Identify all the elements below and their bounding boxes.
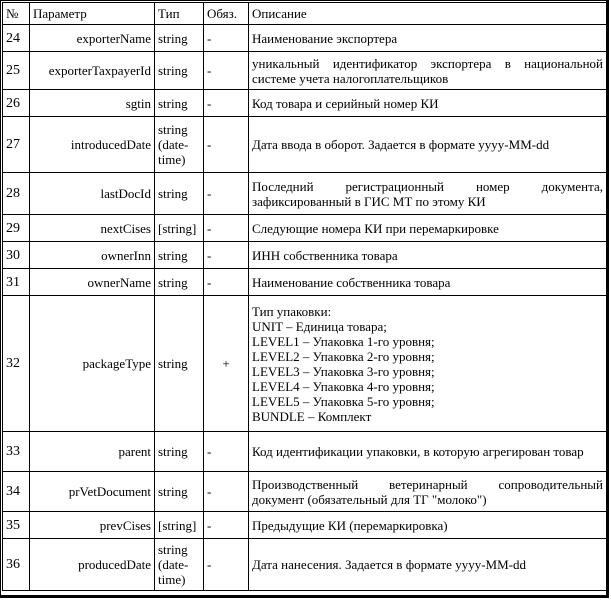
table-row (3, 432, 607, 472)
row-description: Дата ввода в оборот. Задается в формате yyyy-MM-dd (249, 117, 607, 173)
row-description: Код идентификации упаковки, в которую агрегирован товар (249, 432, 607, 472)
row-description: Следующие номера КИ при перемаркировке (249, 215, 607, 242)
row-required: - (204, 432, 249, 472)
row-number: 33 (3, 432, 30, 472)
row-type: [string] (155, 512, 204, 539)
package-type-line: LEVEL2 – Упаковка 2-го уровня; (252, 348, 435, 364)
row-param: exporterName (30, 25, 155, 52)
row-type: string (155, 242, 204, 269)
row-number: 32 (3, 296, 30, 432)
row-required: - (204, 117, 249, 173)
row-param: exporterTaxpayerId (30, 52, 155, 90)
table-row (3, 173, 607, 215)
row-number: 25 (3, 52, 30, 90)
row-required: - (204, 90, 249, 117)
table-row (3, 539, 607, 591)
row-number: 34 (3, 472, 30, 512)
row-param: packageType (30, 296, 155, 432)
row-description: Наименование экспортера (249, 25, 607, 52)
row-type: string (155, 173, 204, 215)
row-required: - (204, 52, 249, 90)
header-required: Обяз. (204, 3, 249, 25)
row-number: 26 (3, 90, 30, 117)
package-type-line: LEVEL3 – Упаковка 3-го уровня; (252, 363, 435, 379)
row-description: Дата нанесения. Задается в формате yyyy-MM-dd (249, 539, 607, 591)
row-description: Производственный ветеринарный сопроводительный документ (обязательный для ТГ "молоко") (249, 472, 607, 512)
row-required: - (204, 539, 249, 591)
row-number: 27 (3, 117, 30, 173)
row-param: ownerInn (30, 242, 155, 269)
row-description (249, 296, 607, 432)
table-row (3, 296, 607, 432)
row-type: string (155, 90, 204, 117)
row-description: Предыдущие КИ (перемаркировка) (249, 512, 607, 539)
row-description: уникальный идентификатор экспортера в национальной системе учета налогоплательщиков (249, 52, 607, 90)
row-type: string (date-time) (155, 539, 204, 591)
header-type: Тип (155, 3, 204, 25)
row-type: string (155, 432, 204, 472)
row-description: ИНН собственника товара (249, 242, 607, 269)
header-num: № (3, 3, 30, 25)
row-param: introducedDate (30, 117, 155, 173)
row-param: prVetDocument (30, 472, 155, 512)
parameters-table (2, 2, 607, 591)
row-number: 28 (3, 173, 30, 215)
row-required: - (204, 215, 249, 242)
table-row (3, 269, 607, 296)
row-param: ownerName (30, 269, 155, 296)
row-number: 30 (3, 242, 30, 269)
row-required: - (204, 173, 249, 215)
table-row (3, 472, 607, 512)
table-row (3, 512, 607, 539)
row-required: - (204, 25, 249, 52)
row-required: + (204, 296, 249, 432)
package-type-line: LEVEL5 – Упаковка 5-го уровня; (252, 393, 435, 409)
row-description: Последний регистрационный номер документа, зафиксированный в ГИС МТ по этому КИ (249, 173, 607, 215)
package-type-line: UNIT – Единица товара; (252, 318, 387, 334)
row-number: 31 (3, 269, 30, 296)
table-row (3, 90, 607, 117)
row-type: [string] (155, 215, 204, 242)
table-header-row (3, 3, 607, 25)
row-type: string (155, 472, 204, 512)
row-number: 29 (3, 215, 30, 242)
package-type-line: BUNDLE – Комплект (252, 408, 372, 424)
row-type: string (date-time) (155, 117, 204, 173)
row-param: parent (30, 432, 155, 472)
row-required: - (204, 242, 249, 269)
table-row (3, 117, 607, 173)
row-type: string (155, 269, 204, 296)
row-description: Код товара и серийный номер КИ (249, 90, 607, 117)
package-type-line: LEVEL4 – Упаковка 4-го уровня; (252, 378, 435, 394)
table-row (3, 52, 607, 90)
row-param: prevCises (30, 512, 155, 539)
row-param: sgtin (30, 90, 155, 117)
table-row (3, 242, 607, 269)
row-param: producedDate (30, 539, 155, 591)
package-type-line: LEVEL1 – Упаковка 1-го уровня; (252, 333, 435, 349)
row-type: string (155, 52, 204, 90)
row-type: string (155, 296, 204, 432)
row-required: - (204, 512, 249, 539)
row-description: Наименование собственника товара (249, 269, 607, 296)
row-required: - (204, 472, 249, 512)
header-param: Параметр (30, 3, 155, 25)
row-number: 24 (3, 25, 30, 52)
row-number: 35 (3, 512, 30, 539)
row-type: string (155, 25, 204, 52)
package-type-line: Тип упаковки: (252, 303, 332, 319)
header-description: Описание (249, 3, 607, 25)
row-number: 36 (3, 539, 30, 591)
row-param: nextCises (30, 215, 155, 242)
table-row (3, 215, 607, 242)
row-required: - (204, 269, 249, 296)
table-row (3, 25, 607, 52)
row-param: lastDocId (30, 173, 155, 215)
